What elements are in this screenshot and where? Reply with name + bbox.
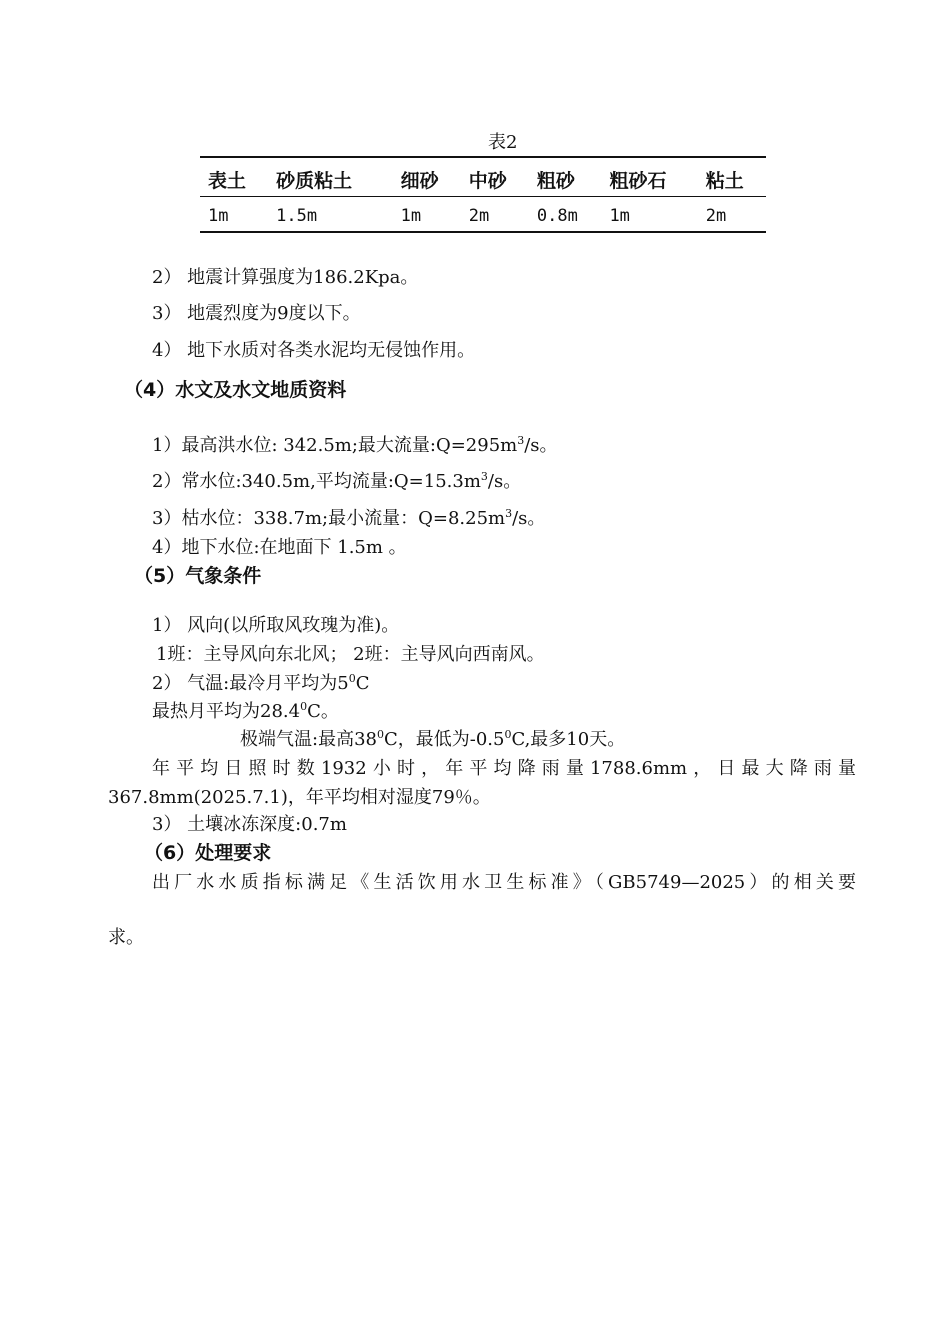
hydro-item-3 <box>152 507 545 531</box>
hydro-item-1-unit: /s。 <box>524 435 558 456</box>
weather-wind-classes: 1班：主导风向东北风； 2班：主导风向西南风。 <box>156 644 545 665</box>
weather-temperature <box>152 672 369 696</box>
weather-temperature-unit: C <box>355 673 370 694</box>
hydro-item-1-text: 1）最高洪水位: 342.5m;最大流量:Q=295m <box>152 435 518 456</box>
table-cell: 2m <box>468 206 490 226</box>
table-row <box>200 197 766 233</box>
weather-hottest-month <box>152 700 339 724</box>
weather-extreme-text-2: C，最低为-0.5 <box>383 729 505 750</box>
weather-hottest-text: 最热月平均为28.4 <box>152 701 301 722</box>
degree-superscript: 0 <box>348 672 356 685</box>
hydro-item-3-unit: /s。 <box>512 508 546 529</box>
hydro-item-1 <box>152 434 558 458</box>
weather-frost-depth: 3） 土壤冰冻深度:0.7m <box>152 814 347 835</box>
geo-item-4: 4） 地下水质对各类水泥均无侵蚀作用。 <box>152 340 476 361</box>
cubic-superscript: 3 <box>480 470 488 483</box>
table-cell: 0.8m <box>536 206 578 226</box>
weather-temperature-text: 2） 气温:最冷月平均为5 <box>152 673 349 694</box>
weather-rain-line-1: 年平均日照时数1932小时，年平均降雨量1788.6mm，日最大降雨量 <box>152 758 856 779</box>
hydro-item-4: 4）地下水位:在地面下 1.5m 。 <box>152 537 407 558</box>
table-cell: 1m <box>400 206 422 226</box>
weather-rain-line-2: 367.8mm(2025.7.1)，年平均相对湿度79％。 <box>108 787 491 808</box>
weather-heading: （5）气象条件 <box>134 565 262 587</box>
weather-extreme-temperature <box>240 728 625 752</box>
degree-superscript: 0 <box>376 728 384 741</box>
table-cell: 2m <box>705 206 727 226</box>
weather-wind: 1） 风向(以所取风玫瑰为准)。 <box>152 615 400 636</box>
degree-superscript: 0 <box>300 700 308 713</box>
header-cell: 粗砂石 <box>601 157 697 197</box>
hydro-heading: （4）水文及水文地质资料 <box>124 379 347 401</box>
hydro-item-2-unit: /s。 <box>487 471 522 492</box>
header-cell: 中砂 <box>461 157 529 197</box>
weather-rain-paragraph <box>108 754 856 812</box>
header-cell: 粗砂 <box>529 157 602 197</box>
treatment-line-1: 出厂水水质指标满足《生活饮用水卫生标准》（GB5749—2025）的相关要 <box>152 872 856 893</box>
hydro-item-3-text: 3）枯水位：338.7m;最小流量：Q=8.25m <box>152 508 506 529</box>
hydro-item-2-text: 2）常水位:340.5m,平均流量:Q=15.3m <box>152 471 481 492</box>
treatment-heading: （6）处理要求 <box>144 842 272 864</box>
table-cell: 1.5m <box>276 206 318 226</box>
soil-layer-table <box>200 156 766 233</box>
weather-extreme-text: 极端气温:最高38 <box>240 729 377 750</box>
header-cell: 细砂 <box>393 157 461 197</box>
table-cell: 1m <box>609 206 630 226</box>
cubic-superscript: 3 <box>517 434 525 447</box>
hydro-item-2 <box>152 470 521 494</box>
table-cell: 1m <box>208 206 229 226</box>
weather-extreme-text-3: C,最多10天。 <box>511 729 626 750</box>
header-cell: 粘土 <box>698 157 766 197</box>
geo-item-3: 3） 地震烈度为9度以下。 <box>152 303 361 324</box>
table-header-row <box>200 157 766 197</box>
cubic-superscript: 3 <box>505 507 513 520</box>
header-cell: 砂质粘土 <box>268 157 392 197</box>
table-caption: 表2 <box>488 132 518 153</box>
degree-superscript: 0 <box>504 728 512 741</box>
weather-hottest-unit: C。 <box>307 701 339 722</box>
geo-item-2: 2） 地震计算强度为186.2Kpa。 <box>152 267 419 288</box>
header-cell: 表土 <box>200 157 268 197</box>
treatment-line-2: 求。 <box>108 927 144 948</box>
treatment-paragraph <box>108 868 856 897</box>
